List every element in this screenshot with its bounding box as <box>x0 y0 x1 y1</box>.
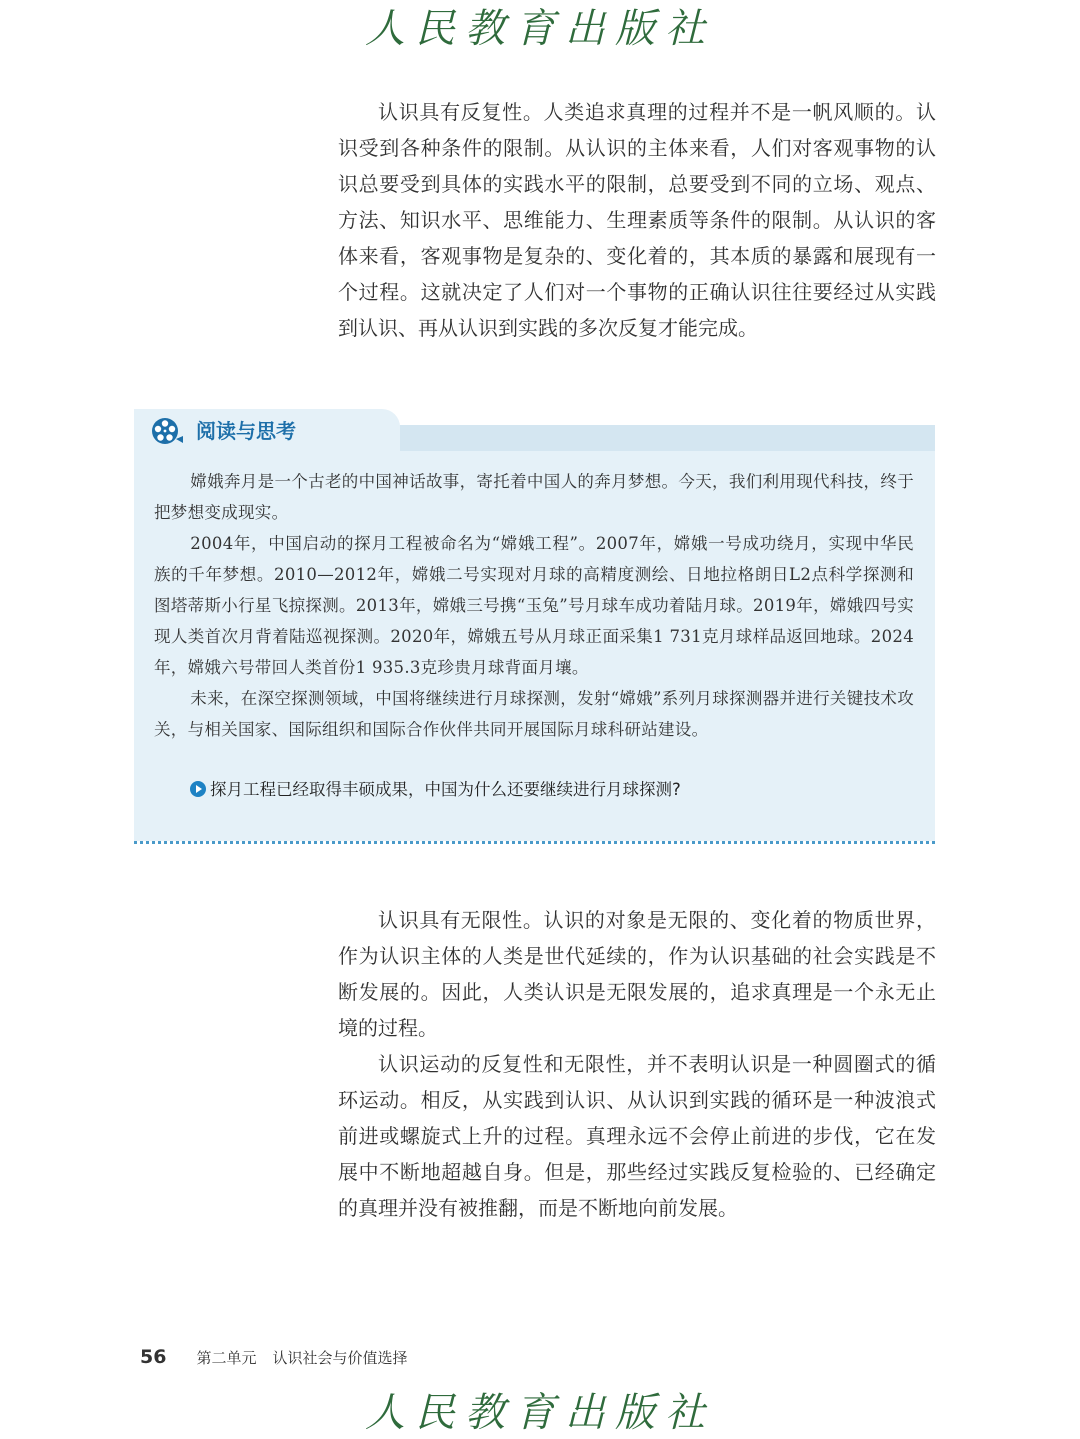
reading-paragraph: 2004年，中国启动的探月工程被命名为“嫦娥工程”。2007年，嫦娥一号成功绕月，实现中华民族的千年梦想。2010—2012年，嫦娥二号实现对月球的高精度测绘、日地拉格朗日L2点科学探测和图塔蒂斯小行星飞掠探测。2013年，嫦娥三号携“玉兔”号月球车成功着陆月球。2019年，嫦娥四号实现人类首次月背着陆巡视探测。2020年，嫦娥五号从月球正面采集1 731克月球样品返回地球。2024年，嫦娥六号带回人类首份1 935.3克珍贵月球背面月壤。 <box>154 534 914 677</box>
paragraph: 认识具有无限性。认识的对象是无限的、变化着的物质世界，作为认识主体的人类是世代延续的，作为认识基础的社会实践是不断发展的。因此，人类认识是无限发展的，追求真理是一个永无止境的过程。 <box>338 908 936 1040</box>
section-infinity <box>338 902 936 1226</box>
unit-label: 第二单元 <box>196 1349 257 1367</box>
publisher-watermark-bottom: 人民教育出版社 <box>365 1390 715 1436</box>
film-reel-icon <box>150 416 184 446</box>
reading-header-strip <box>400 425 935 451</box>
unit-title: 认识社会与价值选择 <box>272 1349 408 1367</box>
reading-content <box>154 466 914 745</box>
question-text: 探月工程已经取得丰硕成果，中国为什么还要继续进行月球探测? <box>210 780 681 799</box>
reading-dotted-border <box>134 841 935 844</box>
page-number: 56 <box>140 1346 167 1368</box>
section-repetitiveness <box>338 94 936 346</box>
paragraph: 认识运动的反复性和无限性，并不表明认识是一种圆圈式的循环运动。相反，从实践到认识、从认识到实践的循环是一种波浪式前进或螺旋式上升的过程。真理永远不会停止前进的步伐，它在发展中不断地超越自身。但是，那些经过实践反复检验的、已经确定的真理并没有被推翻，而是不断地向前发展。 <box>338 1052 936 1220</box>
reading-question <box>190 775 681 805</box>
reading-paragraph: 未来，在深空探测领域，中国将继续进行月球探测，发射“嫦娥”系列月球探测器并进行关键技术攻关，与相关国家、国际组织和国际合作伙伴共同开展国际月球科研站建设。 <box>154 689 914 739</box>
paragraph: 认识具有反复性。人类追求真理的过程并不是一帆风顺的。认识受到各种条件的限制。从认识的主体来看，人们对客观事物的认识总要受到具体的实践水平的限制，总要受到不同的立场、观点、方法、知识水平、思维能力、生理素质等条件的限制。从认识的客体来看，客观事物是复杂的、变化着的，其本质的暴露和展现有一个过程。这就决定了人们对一个事物的正确认识往往要经过从实践到认识、再从认识到实践的多次反复才能完成。 <box>338 100 936 340</box>
reading-paragraph: 嫦娥奔月是一个古老的中国神话故事，寄托着中国人的奔月梦想。今天，我们利用现代科技，终于把梦想变成现实。 <box>154 472 914 522</box>
play-circle-icon <box>190 781 206 797</box>
publisher-watermark-top: 人民教育出版社 <box>365 6 715 52</box>
page-footer <box>140 1344 407 1371</box>
reading-title: 阅读与思考 <box>196 419 296 443</box>
